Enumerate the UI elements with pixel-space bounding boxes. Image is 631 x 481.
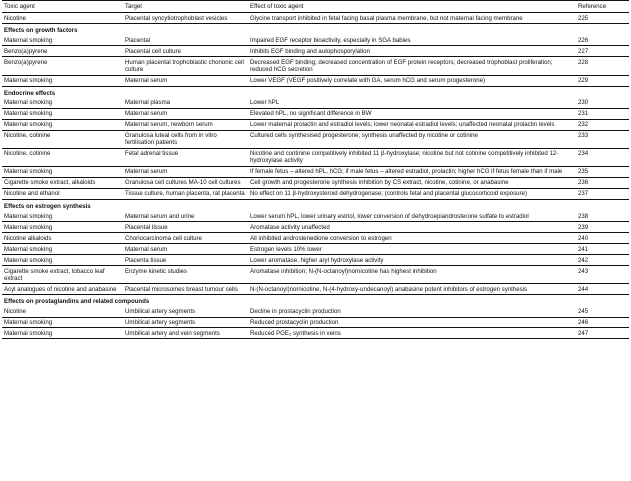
cell-effect: Impaired EGF receptor bioactivity, especially in SGA babies xyxy=(248,35,576,45)
cell-target: Tissue culture, human placenta, rat placenta xyxy=(123,189,248,200)
cell-agent: Maternal smoking xyxy=(2,119,123,130)
cell-target: Placental cell culture xyxy=(123,46,248,57)
table-row xyxy=(2,148,629,166)
table-row xyxy=(2,130,629,148)
table-row xyxy=(2,307,629,317)
cell-agent: Maternal smoking xyxy=(2,222,123,233)
cell-agent: Maternal smoking xyxy=(2,35,123,45)
cell-reference: 247 xyxy=(576,328,629,339)
cell-effect: N-(N-octanoyl)nornicotine, N-(4-hydroxy-undecanoyl) anabasine potent inhibitors of estrogen synthesis xyxy=(248,284,576,295)
cell-effect: Glycine transport inhibited in fetal facing basal plasma membrane, but not maternal facing membrane xyxy=(248,13,576,24)
cell-reference: 232 xyxy=(576,119,629,130)
section-title: Endocrine effects xyxy=(4,89,56,97)
cell-agent: Maternal smoking xyxy=(2,98,123,108)
cell-reference: 229 xyxy=(576,75,629,86)
table-row xyxy=(2,13,629,24)
cell-effect: Decline in prostacyclin production xyxy=(248,307,576,317)
cell-agent: Maternal smoking xyxy=(2,328,123,339)
table-row xyxy=(2,178,629,189)
cell-target: Maternal plasma xyxy=(123,98,248,108)
cell-effect: Lower serum hPL, lower urinary estriol, lower conversion of dehydroepiandrosterone sulfate to estradiol xyxy=(248,211,576,221)
cell-agent: Nicotine alkaloids xyxy=(2,233,123,244)
cell-effect: Lower VEGF (VEGF positively correlate with GA, serum hCG and serum progesterone) xyxy=(248,75,576,86)
cell-agent: Nicotine, cotinine xyxy=(2,148,123,166)
cell-agent: Nicotine, cotinine xyxy=(2,130,123,148)
cell-reference: 242 xyxy=(576,255,629,266)
cell-effect: All inhibited androstenedione conversion to estrogen xyxy=(248,233,576,244)
cell-effect: Aromatase inhibition; N-(N-octanoyl)nornicotine has highest inhibition xyxy=(248,266,576,284)
table-row xyxy=(2,284,629,295)
cell-effect: No effect on 11 β-hydroxysteroid dehydrogenase; (controls fetal and placental glucocorticoid exposure) xyxy=(248,189,576,200)
cell-reference: 235 xyxy=(576,167,629,178)
cell-reference: 230 xyxy=(576,98,629,108)
cell-effect: Reduced prostacyclin production xyxy=(248,317,576,328)
section-title: Effects on growth factors xyxy=(4,27,78,35)
table-row xyxy=(2,255,629,266)
cell-reference: 243 xyxy=(576,266,629,284)
table-row xyxy=(2,317,629,328)
cell-reference: 238 xyxy=(576,211,629,221)
cell-reference: 245 xyxy=(576,307,629,317)
cell-agent: Nicotine and ethanol xyxy=(2,189,123,200)
cell-effect: Elevated hPL, no significant difference in BW xyxy=(248,108,576,119)
table-row xyxy=(2,233,629,244)
cell-agent: Maternal smoking xyxy=(2,244,123,255)
cell-reference: 234 xyxy=(576,148,629,166)
cell-agent: Cigarette smoke extract, alkaloids xyxy=(2,178,123,189)
cell-reference: 244 xyxy=(576,284,629,295)
section-heading-row xyxy=(2,295,629,307)
cell-target: Maternal serum and urine xyxy=(123,211,248,221)
cell-target: Maternal serum xyxy=(123,108,248,119)
cell-target: Granulosa cell cultures MA-10 cell cultures xyxy=(123,178,248,189)
cell-target: Maternal serum xyxy=(123,244,248,255)
column-header-effect: Effect of toxic agent xyxy=(248,1,576,13)
cell-target: Choriocarcinoma cell culture xyxy=(123,233,248,244)
cell-effect: Aromatase activity unaffected xyxy=(248,222,576,233)
column-header-reference: Reference xyxy=(576,1,629,13)
cell-target: Maternal serum xyxy=(123,167,248,178)
table-row xyxy=(2,35,629,45)
cell-agent: Maternal smoking xyxy=(2,255,123,266)
section-heading-row xyxy=(2,24,629,36)
cell-agent: Benzo(a)pyrene xyxy=(2,57,123,75)
cell-reference: 228 xyxy=(576,57,629,75)
cell-reference: 225 xyxy=(576,13,629,24)
column-header-target: Target xyxy=(123,1,248,13)
section-heading-row xyxy=(2,200,629,212)
cell-reference: 237 xyxy=(576,189,629,200)
cell-agent: Maternal smoking xyxy=(2,317,123,328)
cell-reference: 233 xyxy=(576,130,629,148)
cell-target: Umbilical artery segments xyxy=(123,317,248,328)
cell-target: Enzyme kinetic studies xyxy=(123,266,248,284)
cell-reference: 240 xyxy=(576,233,629,244)
cell-target: Maternal serum xyxy=(123,75,248,86)
cell-effect: Estrogen levels 10% lower xyxy=(248,244,576,255)
cell-effect: Nicotine and continine competitively inhibited 11 β-hydroxylase; nicotine but not cotinine competitively inhibited 12-hydroxylase activity xyxy=(248,148,576,166)
column-header-agent: Toxic agent xyxy=(2,1,123,13)
cell-reference: 227 xyxy=(576,46,629,57)
cell-agent: Maternal smoking xyxy=(2,75,123,86)
cell-reference: 231 xyxy=(576,108,629,119)
table-row xyxy=(2,167,629,178)
section-title: Effects on estrogen synthesis xyxy=(4,203,91,211)
cell-target: Maternal serum, newborn serum xyxy=(123,119,248,130)
table-row xyxy=(2,57,629,75)
cell-effect: If female fetus – altered hPL, hCG; if male fetus – altered estradiol, prolactin; higher hCG if fetus female than if male xyxy=(248,167,576,178)
cell-target: Placenta tissue xyxy=(123,255,248,266)
cell-target: Placental syncytiotrophoblast vesicles xyxy=(123,13,248,24)
cell-reference: 226 xyxy=(576,35,629,45)
table-row xyxy=(2,46,629,57)
cell-effect: Reduced PGE₂ synthesis in veins xyxy=(248,328,576,339)
table-row xyxy=(2,108,629,119)
cell-reference: 241 xyxy=(576,244,629,255)
cell-effect: Decreased EGF binding; decreased concentration of EGF protein receptors; decreased trophoblast proliferation; reduced hCG secretion xyxy=(248,57,576,75)
cell-agent: Cigarette smoke extract, tobacco leaf extract xyxy=(2,266,123,284)
table-header-row xyxy=(2,1,629,13)
table-row xyxy=(2,328,629,339)
table-row xyxy=(2,119,629,130)
cell-agent: Maternal smoking xyxy=(2,108,123,119)
table-row xyxy=(2,189,629,200)
cell-target: Human placental trophoblastic chorionic cell culture xyxy=(123,57,248,75)
cell-reference: 246 xyxy=(576,317,629,328)
section-title: Effects on prostaglandins and related compounds xyxy=(4,298,150,306)
table-row xyxy=(2,75,629,86)
cell-effect: Cultured cells synthesised progesterone; synthesis unaffected by nicotine or cotinine xyxy=(248,130,576,148)
cell-effect: Lower maternal prolactin and estradiol levels; lower neonatal estradiol levels; unaffected neonatal prolactin levels xyxy=(248,119,576,130)
cell-effect: Cell growth and progesterone synthesis inhibition by CS extract, nicotine, cotinine, or anabasine xyxy=(248,178,576,189)
table-row xyxy=(2,211,629,221)
table-body xyxy=(2,13,629,339)
cell-reference: 239 xyxy=(576,222,629,233)
cell-target: Fetal adrenal tissue xyxy=(123,148,248,166)
toxic-agent-table xyxy=(2,0,629,339)
cell-agent: Maternal smoking xyxy=(2,167,123,178)
cell-reference: 236 xyxy=(576,178,629,189)
cell-target: Umbilical artery and vein segments xyxy=(123,328,248,339)
table-row xyxy=(2,222,629,233)
cell-target: Placental microsomes breast tumour cells xyxy=(123,284,248,295)
cell-agent: Nicotine xyxy=(2,307,123,317)
section-heading-row xyxy=(2,86,629,98)
cell-effect: Lower aromatase, higher aryl hydroxylase activity xyxy=(248,255,576,266)
cell-agent: Maternal smoking xyxy=(2,211,123,221)
cell-target: Placental xyxy=(123,35,248,45)
table-row xyxy=(2,266,629,284)
cell-effect: Lower hPL xyxy=(248,98,576,108)
cell-target: Umbilical artery segments xyxy=(123,307,248,317)
cell-effect: Inhibits EGF binding and autophosporylation xyxy=(248,46,576,57)
table-row xyxy=(2,98,629,108)
cell-agent: Benzo(a)pyrene xyxy=(2,46,123,57)
cell-target: Granulosa luteal cells from in vitro fertilisation patients xyxy=(123,130,248,148)
cell-agent: Nicotine xyxy=(2,13,123,24)
table-row xyxy=(2,244,629,255)
cell-target: Placental tissue xyxy=(123,222,248,233)
cell-agent: Acyl analogues of nicotine and anabasine xyxy=(2,284,123,295)
